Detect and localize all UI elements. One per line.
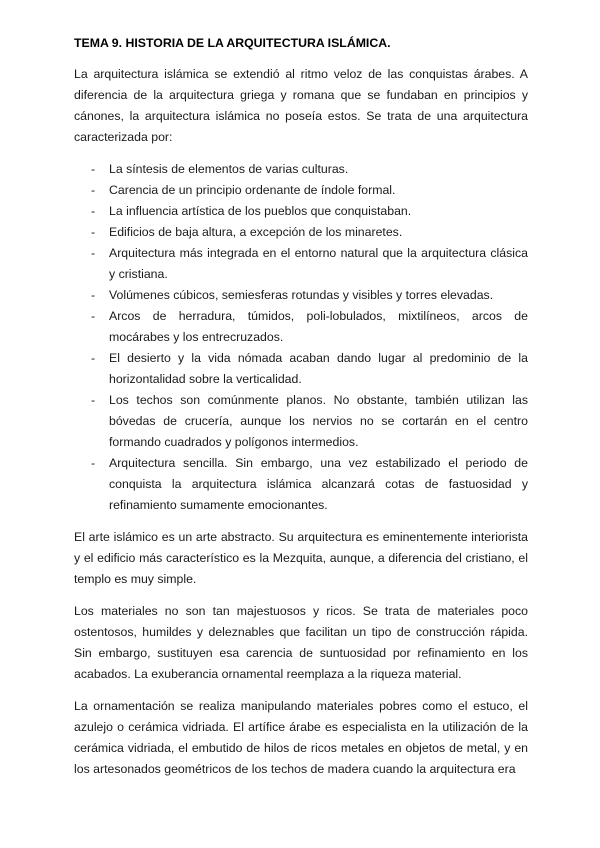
body-paragraph-abstract-art: El arte islámico es un arte abstracto. Su arquitectura es eminentemente interiorista y el edificio más característico es la Mezquita, aunque, a diferencia del cristiano, el templo es muy simple. [74, 530, 528, 586]
intro-paragraph: La arquitectura islámica se extendió al ritmo veloz de las conquistas árabes. A diferencia de la arquitectura griega y romana que se fundaban en principios y cánones, la arquitectura islámica no poseía estos. Se trata de una arquitectura caracterizada por: [74, 67, 528, 144]
bullet-dash: - [91, 162, 96, 176]
list-item [74, 201, 528, 222]
bullet-dash: - [91, 204, 96, 218]
list-item-text: Arquitectura sencilla. Sin embargo, una vez estabilizado el periodo de conquista la arquitectura islámica alcanzará cotas de fastuosidad y refinamiento sumamente emocionantes. [109, 456, 528, 512]
list-item-text: La influencia artística de los pueblos que conquistaban. [109, 204, 412, 218]
list-item-text: Edificios de baja altura, a excepción de los minaretes. [109, 225, 403, 239]
list-item-text: Carencia de un principio ordenante de índole formal. [109, 183, 396, 197]
list-item [74, 222, 528, 243]
bullet-dash: - [91, 393, 96, 407]
characteristics-list [74, 159, 528, 516]
list-item [74, 243, 528, 285]
bullet-dash: - [91, 225, 96, 239]
list-item-text: La síntesis de elementos de varias culturas. [109, 162, 349, 176]
body-paragraph-ornamentation: La ornamentación se realiza manipulando materiales pobres como el estuco, el azulejo o cerámica vidriada. El artífice árabe es especialista en la utilización de la cerámica vidriada, el embutido de hilos de ricos metales en objetos de metal, y en los artesonados geométricos de los techos de madera cuando la arquitectura era [74, 699, 528, 776]
list-item-text: El desierto y la vida nómada acaban dando lugar al predominio de la horizontalidad sobre la verticalidad. [109, 351, 528, 386]
list-item [74, 285, 528, 306]
list-item [74, 159, 528, 180]
list-item [74, 453, 528, 516]
body-paragraph-materials: Los materiales no son tan majestuosos y ricos. Se trata de materiales poco ostentosos, humildes y deleznables que facilitan un tipo de construcción rápida. Sin embargo, sustituyen esa carencia de suntuosidad por refinamiento en los acabados. La exuberancia ornamental reemplaza a la riqueza material. [74, 604, 528, 681]
list-item [74, 306, 528, 348]
list-item [74, 390, 528, 453]
document-body [74, 33, 528, 791]
list-item [74, 348, 528, 390]
list-item [74, 180, 528, 201]
bullet-dash: - [91, 246, 96, 260]
bullet-dash: - [91, 309, 96, 323]
list-item-text: Los techos son comúnmente planos. No obstante, también utilizan las bóvedas de crucería, aunque los nervios no se cortarán en el centro formando cuadrados y polígonos intermedios. [109, 393, 528, 449]
list-item-text: Arquitectura más integrada en el entorno natural que la arquitectura clásica y cristiana. [109, 246, 528, 281]
list-item-text: Volúmenes cúbicos, semiesferas rotundas y visibles y torres elevadas. [109, 288, 494, 302]
document-title: TEMA 9. HISTORIA DE LA ARQUITECTURA ISLÁMICA. [74, 36, 391, 50]
bullet-dash: - [91, 351, 96, 365]
bullet-dash: - [91, 288, 96, 302]
bullet-dash: - [91, 183, 96, 197]
bullet-dash: - [91, 456, 96, 470]
list-item-text: Arcos de herradura, túmidos, poli-lobulados, mixtilíneos, arcos de mocárabes y los entrecruzados. [109, 309, 528, 344]
